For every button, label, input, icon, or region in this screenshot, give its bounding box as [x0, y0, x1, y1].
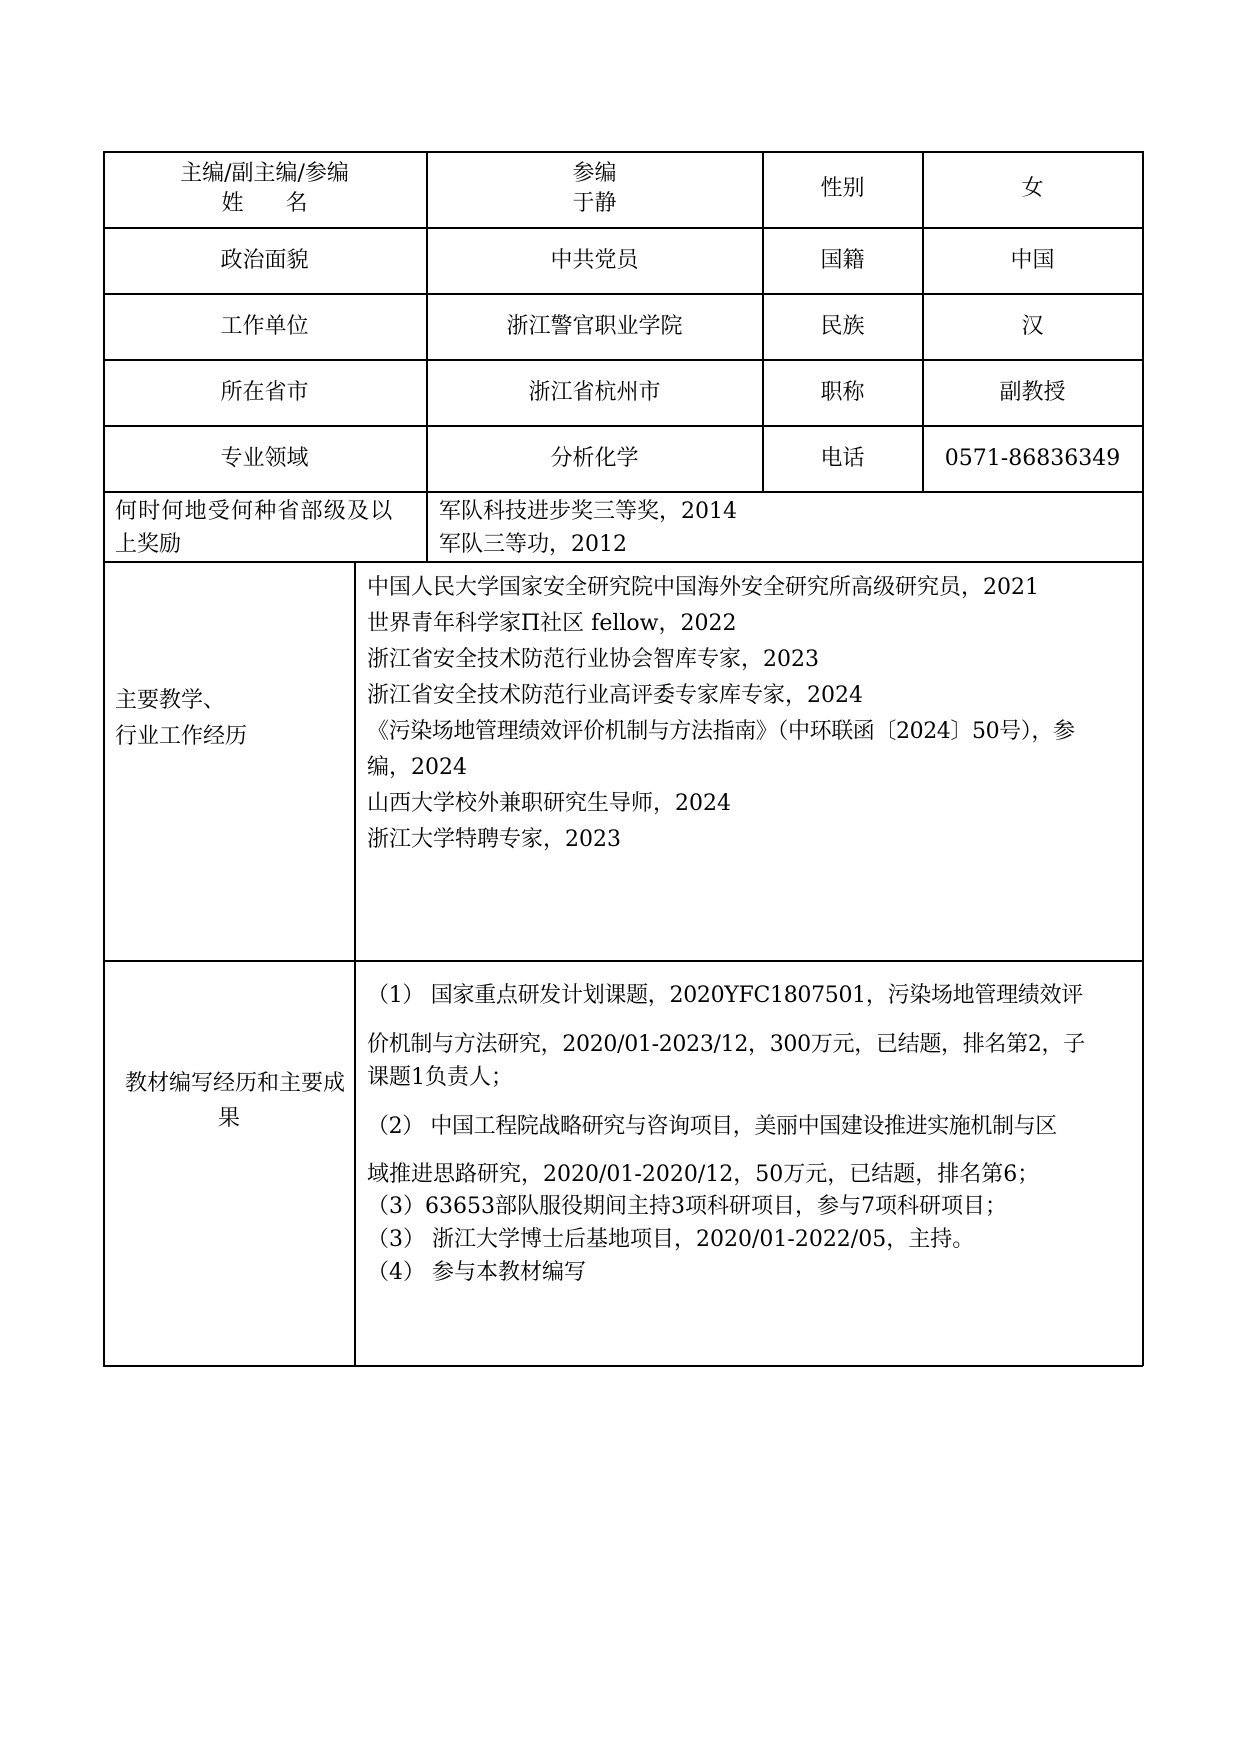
nationality-label: 国籍: [820, 247, 865, 273]
column-divider: [354, 561, 356, 1366]
experience-line: 《污染场地管理绩效评价机制与方法指南》（中环联函〔2024〕50号），参: [367, 719, 1075, 744]
title-value: 副教授: [999, 379, 1066, 405]
work-unit-label: 工作单位: [220, 313, 309, 339]
name-label: 姓 名: [221, 191, 308, 216]
achievement-line: 价机制与方法研究，2020/01-2023/12，300万元，已结题，排名第2，子: [367, 1032, 1085, 1057]
gender-label: 性别: [820, 176, 865, 201]
achievement-line: 课题1负责人；: [367, 1065, 513, 1090]
ethnicity-value: 汉: [1021, 313, 1044, 339]
row-divider: [103, 491, 1143, 493]
achievement-line: （3） 浙江大学博士后基地项目，2020/01-2022/05，主持。: [367, 1227, 975, 1252]
experience-line: 世界青年科学家Π社区 fellow，2022: [367, 611, 737, 636]
experience-label-line1: 主要教学、: [115, 688, 226, 713]
table-border-right: [1142, 151, 1144, 1366]
title-label: 职称: [820, 379, 865, 405]
field-value: 分析化学: [550, 445, 639, 471]
ethnicity-label: 民族: [820, 313, 865, 339]
awards-label-line1: 何时何地受何种省部级及以: [115, 499, 394, 524]
row-divider: [103, 960, 1143, 962]
table-border-bottom: [103, 1365, 1143, 1367]
achievement-line: （4） 参与本教材编写: [367, 1260, 586, 1285]
gender-value: 女: [1021, 176, 1044, 201]
province-value: 浙江省杭州市: [528, 379, 661, 405]
province-label: 所在省市: [220, 379, 309, 405]
political-status-value: 中共党员: [550, 247, 639, 273]
work-unit-value: 浙江警官职业学院: [506, 313, 683, 339]
achievement-line: 域推进思路研究，2020/01-2020/12，50万元，已结题，排名第6；: [367, 1162, 1040, 1187]
nationality-value: 中国: [1010, 247, 1055, 273]
phone-value: 0571-86836349: [944, 445, 1121, 471]
award-item: 军队三等功，2012: [439, 532, 627, 557]
political-status-label: 政治面貌: [220, 247, 309, 273]
award-item: 军队科技进步奖三等奖，2014: [439, 499, 737, 524]
editor-role-label: 主编/副主编/参编: [180, 161, 349, 186]
editor-role-label-cell: [103, 151, 426, 227]
experience-line: 编，2024: [367, 755, 467, 780]
editor-role-value: 参编: [572, 161, 617, 186]
experience-line: 浙江大学特聘专家，2023: [367, 827, 621, 852]
name-value: 于静: [572, 191, 617, 216]
experience-label-line2: 行业工作经历: [115, 724, 248, 749]
phone-label: 电话: [820, 445, 865, 471]
field-label: 专业领域: [220, 445, 309, 471]
awards-label-line2: 上奖励: [115, 532, 182, 557]
experience-line: 浙江省安全技术防范行业高评委专家库专家，2024: [367, 683, 863, 708]
achievements-label-line2: 果: [218, 1106, 241, 1131]
experience-line: 浙江省安全技术防范行业协会智库专家，2023: [367, 647, 819, 672]
achievements-label-line1: 教材编写经历和主要成: [125, 1071, 346, 1096]
experience-line: 中国人民大学国家安全研究院中国海外安全研究所高级研究员，2021: [367, 575, 1039, 600]
experience-line: 山西大学校外兼职研究生导师，2024: [367, 791, 731, 816]
name-value-cell: [427, 151, 762, 227]
achievement-line: （3）63653部队服役期间主持3项科研项目，参与7项科研项目；: [367, 1194, 1007, 1219]
achievement-line: （2） 中国工程院战略研究与咨询项目，美丽中国建设推进实施机制与区: [367, 1114, 1057, 1139]
achievement-line: （1） 国家重点研发计划课题，2020YFC1807501，污染场地管理绩效评: [367, 983, 1083, 1008]
row-divider: [103, 561, 1143, 563]
info-table: [103, 151, 1143, 1366]
